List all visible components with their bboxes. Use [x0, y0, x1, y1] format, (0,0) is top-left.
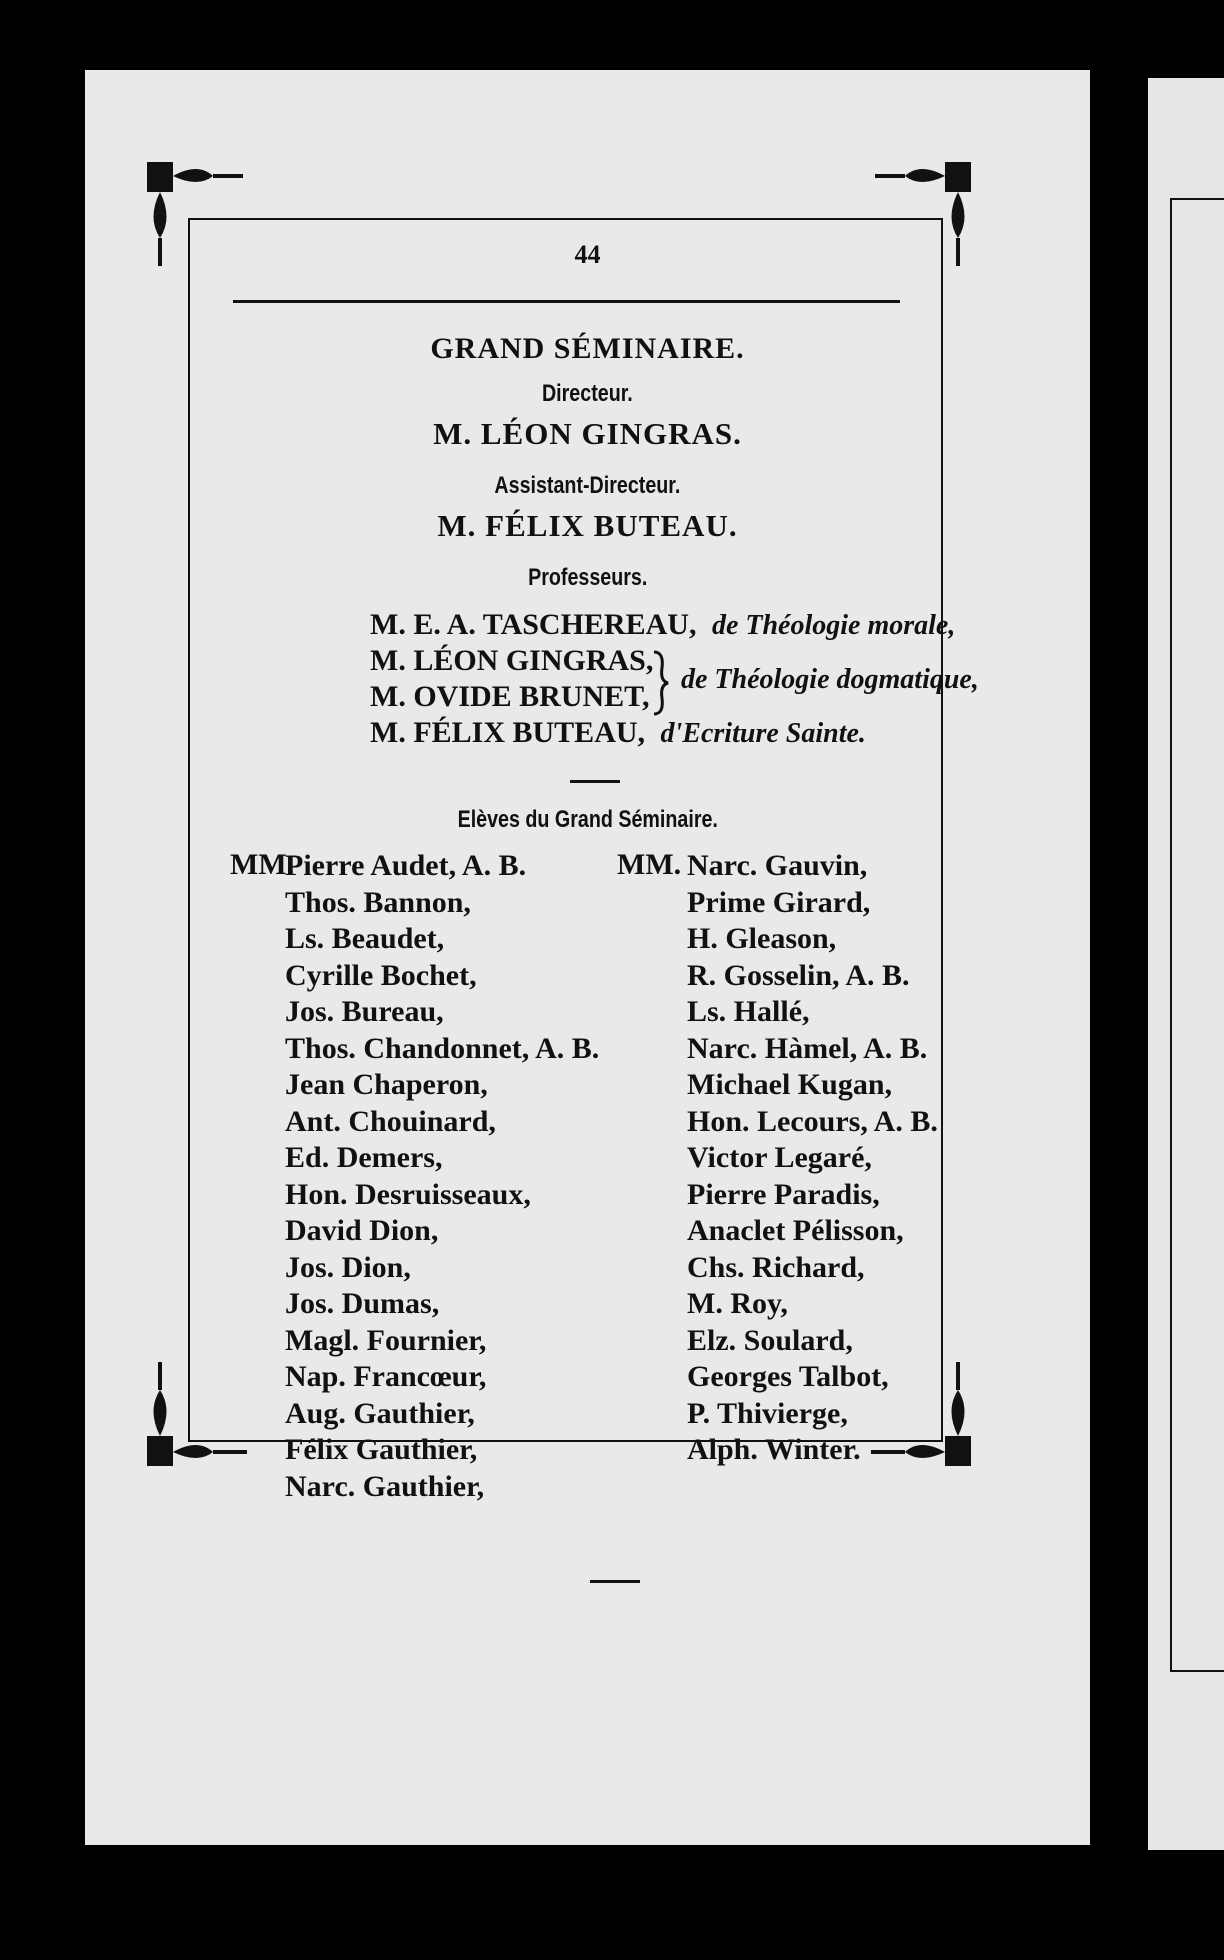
professor-subject: d'Ecriture Sainte. — [660, 718, 866, 749]
shared-professor-subject: de Théologie dogmatique, — [681, 664, 979, 695]
student-name: Ls. Hallé, — [687, 995, 810, 1028]
professor-name: M. LÉON GINGRAS, — [370, 644, 654, 677]
student-name: Pierre Paradis, — [687, 1177, 880, 1211]
book-page — [85, 70, 1090, 1845]
student-name: Thos. Bannon, — [285, 885, 471, 919]
student-name: Narc. Gauthier, — [285, 1469, 485, 1503]
student-name: Pierre Audet, A. B. — [285, 849, 527, 882]
student-name: Narc. Hàmel, A. B. — [687, 1031, 928, 1065]
student-name: Victor Legaré, — [687, 1141, 872, 1174]
student-name: Chs. Richard, — [687, 1250, 865, 1284]
professor-row — [370, 608, 955, 642]
director-label: Directeur. — [542, 380, 633, 407]
student-name: Cyrille Bochet, — [285, 958, 477, 992]
students-left-column — [285, 848, 599, 1505]
student-name: Nap. Francœur, — [285, 1360, 487, 1393]
professor-name: M. E. A. TASCHEREAU, — [370, 608, 697, 641]
right-column-prefix: MM. — [617, 848, 682, 881]
student-name: David Dion, — [285, 1214, 439, 1247]
professor-subject: de Théologie morale, — [711, 610, 956, 641]
student-name: P. Thivierge, — [687, 1396, 848, 1430]
student-name: Thos. Chandonnet, A. B. — [285, 1031, 600, 1065]
student-name: Prime Girard, — [687, 885, 871, 919]
students-label: Elèves du Grand Séminaire. — [457, 806, 718, 833]
student-name: Jos. Dion, — [285, 1250, 411, 1284]
student-name: Félix Gauthier, — [285, 1433, 478, 1466]
student-name: H. Gleason, — [687, 922, 837, 955]
student-name: Hon. Desruisseaux, — [285, 1177, 531, 1211]
student-name: Michael Kugan, — [687, 1068, 893, 1101]
student-name: Alph. Winter. — [687, 1433, 861, 1466]
professor-name: M. FÉLIX BUTEAU, — [370, 716, 646, 749]
assistant-director-label: Assistant-Directeur. — [494, 472, 681, 499]
students-right-column — [687, 848, 938, 1469]
adjacent-page-frame — [1170, 198, 1224, 1672]
professor-row — [370, 716, 866, 750]
student-name: Ant. Chouinard, — [285, 1104, 496, 1138]
section-heading: GRAND SÉMINAIRE. — [430, 332, 745, 365]
student-name: Aug. Gauthier, — [285, 1396, 475, 1430]
adjacent-page-edge — [1148, 78, 1224, 1850]
student-name: Ls. Beaudet, — [285, 922, 445, 955]
professor-row — [370, 644, 653, 678]
closing-divider — [590, 1580, 640, 1583]
student-name: Georges Talbot, — [687, 1360, 889, 1393]
professor-row — [370, 680, 649, 714]
student-name: M. Roy, — [687, 1287, 788, 1320]
student-name: Jos. Bureau, — [285, 995, 444, 1028]
student-name: Magl. Fournier, — [285, 1323, 487, 1357]
assistant-director-name: M. FÉLIX BUTEAU. — [437, 508, 738, 543]
student-name: R. Gosselin, A. B. — [687, 958, 910, 992]
header-rule — [233, 300, 900, 303]
student-name: Jos. Dumas, — [285, 1287, 440, 1320]
student-name: Jean Chaperon, — [285, 1068, 488, 1101]
left-column-prefix: MM. — [230, 848, 295, 881]
student-name: Elz. Soulard, — [687, 1323, 853, 1357]
section-divider — [570, 780, 620, 783]
professors-label: Professeurs. — [527, 564, 648, 591]
page-number: 44 — [574, 240, 601, 269]
professor-name: M. OVIDE BRUNET, — [370, 680, 650, 713]
student-name: Ed. Demers, — [285, 1141, 443, 1174]
student-name: Anaclet Pélisson, — [687, 1214, 904, 1247]
brace-icon — [650, 648, 672, 718]
student-name: Narc. Gauvin, — [687, 849, 868, 882]
student-name: Hon. Lecours, A. B. — [687, 1104, 938, 1138]
director-name: M. LÉON GINGRAS. — [433, 416, 742, 451]
corner-ornament-bottom-left-icon — [143, 1360, 253, 1470]
